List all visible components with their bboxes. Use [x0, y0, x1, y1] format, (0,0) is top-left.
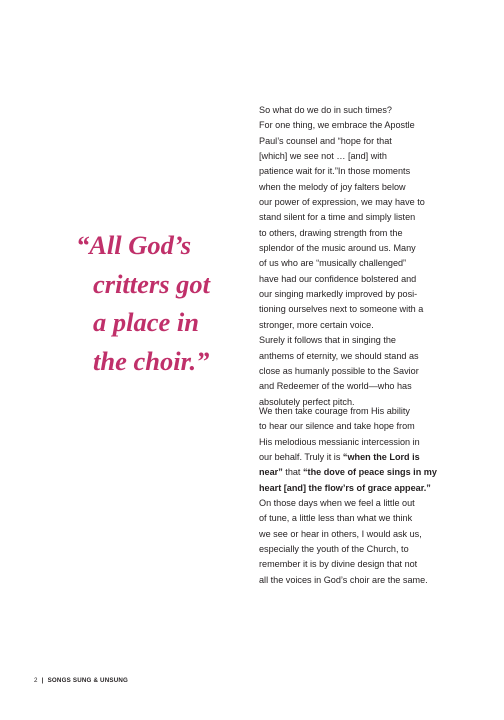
- pull-quote: [76, 226, 246, 380]
- text-line: [259, 465, 469, 480]
- text-line: [259, 481, 469, 496]
- text-line: Surely it follows that in singing the: [259, 335, 396, 346]
- text-line: stand silent for a time and simply listen: [259, 212, 416, 223]
- text-line: tioning ourselves next to someone with a: [259, 304, 424, 315]
- text-line: On those days when we feel a little out: [259, 498, 415, 509]
- text-line: when the melody of joy falters below: [259, 181, 406, 192]
- text-line: splendor of the music around us. Many: [259, 243, 416, 254]
- text-line: absolutely perfect pitch.: [259, 396, 355, 407]
- text-line: we see or hear in others, I would ask us,: [259, 528, 422, 539]
- text-line: and Redeemer of the world—who has: [259, 381, 412, 392]
- body-paragraph-2: [259, 404, 469, 588]
- text-line: [259, 450, 469, 465]
- emphasis-run: heart [and] the flow’rs of grace appear.”: [259, 482, 431, 493]
- pull-quote-line: “All God’s: [76, 230, 192, 260]
- text-line: of us who are “musically challenged”: [259, 258, 407, 269]
- pull-quote-line: a place in: [93, 307, 199, 337]
- text-line: have had our confidence bolstered and: [259, 273, 417, 284]
- text-line: to others, drawing strength from the: [259, 227, 403, 238]
- text-line: patience wait for it.”In those moments: [259, 166, 411, 177]
- text-line: all the voices in God’s choir are the same.: [259, 574, 428, 585]
- text-line: anthems of eternity, we should stand as: [259, 350, 419, 361]
- pull-quote-line: the choir.”: [93, 345, 210, 376]
- emphasis-run: near”: [259, 467, 283, 478]
- text-line: especially the youth of the Church, to: [259, 544, 409, 555]
- text-line: For one thing, we embrace the Apostle: [259, 120, 415, 131]
- text-line: We then take courage from His ability: [259, 406, 410, 416]
- text-line: to hear our silence and take hope from: [259, 421, 415, 432]
- pull-quote-line: critters got: [93, 268, 211, 299]
- emphasis-run: “when the Lord is: [342, 452, 420, 463]
- text-line: Paul’s counsel and “hope for that: [259, 135, 392, 146]
- footer-separator: |: [41, 677, 44, 684]
- body-paragraph-1: [259, 103, 469, 410]
- book-title: SONGS SUNG & UNSUNG: [47, 677, 129, 684]
- text-line: our singing markedly improved by posi-: [259, 289, 418, 300]
- text-run: that: [282, 467, 303, 478]
- text-line: of tune, a little less than what we think: [259, 513, 413, 524]
- text-line: close as humanly possible to the Savior: [259, 365, 419, 376]
- text-line: stronger, more certain voice.: [259, 319, 374, 330]
- page-footer: [34, 677, 128, 684]
- page-number: 2: [34, 677, 38, 684]
- text-run: our behalf. Truly it is: [259, 452, 343, 463]
- text-line: our power of expression, we may have to: [259, 197, 425, 208]
- text-line: remember it is by divine design that not: [259, 559, 418, 570]
- emphasis-run: “the dove of peace sings in my: [303, 467, 437, 478]
- text-line: [which] we see not … [and] with: [259, 151, 387, 162]
- text-line: His melodious messianic intercession in: [259, 436, 420, 447]
- text-line: So what do we do in such times?: [259, 105, 392, 115]
